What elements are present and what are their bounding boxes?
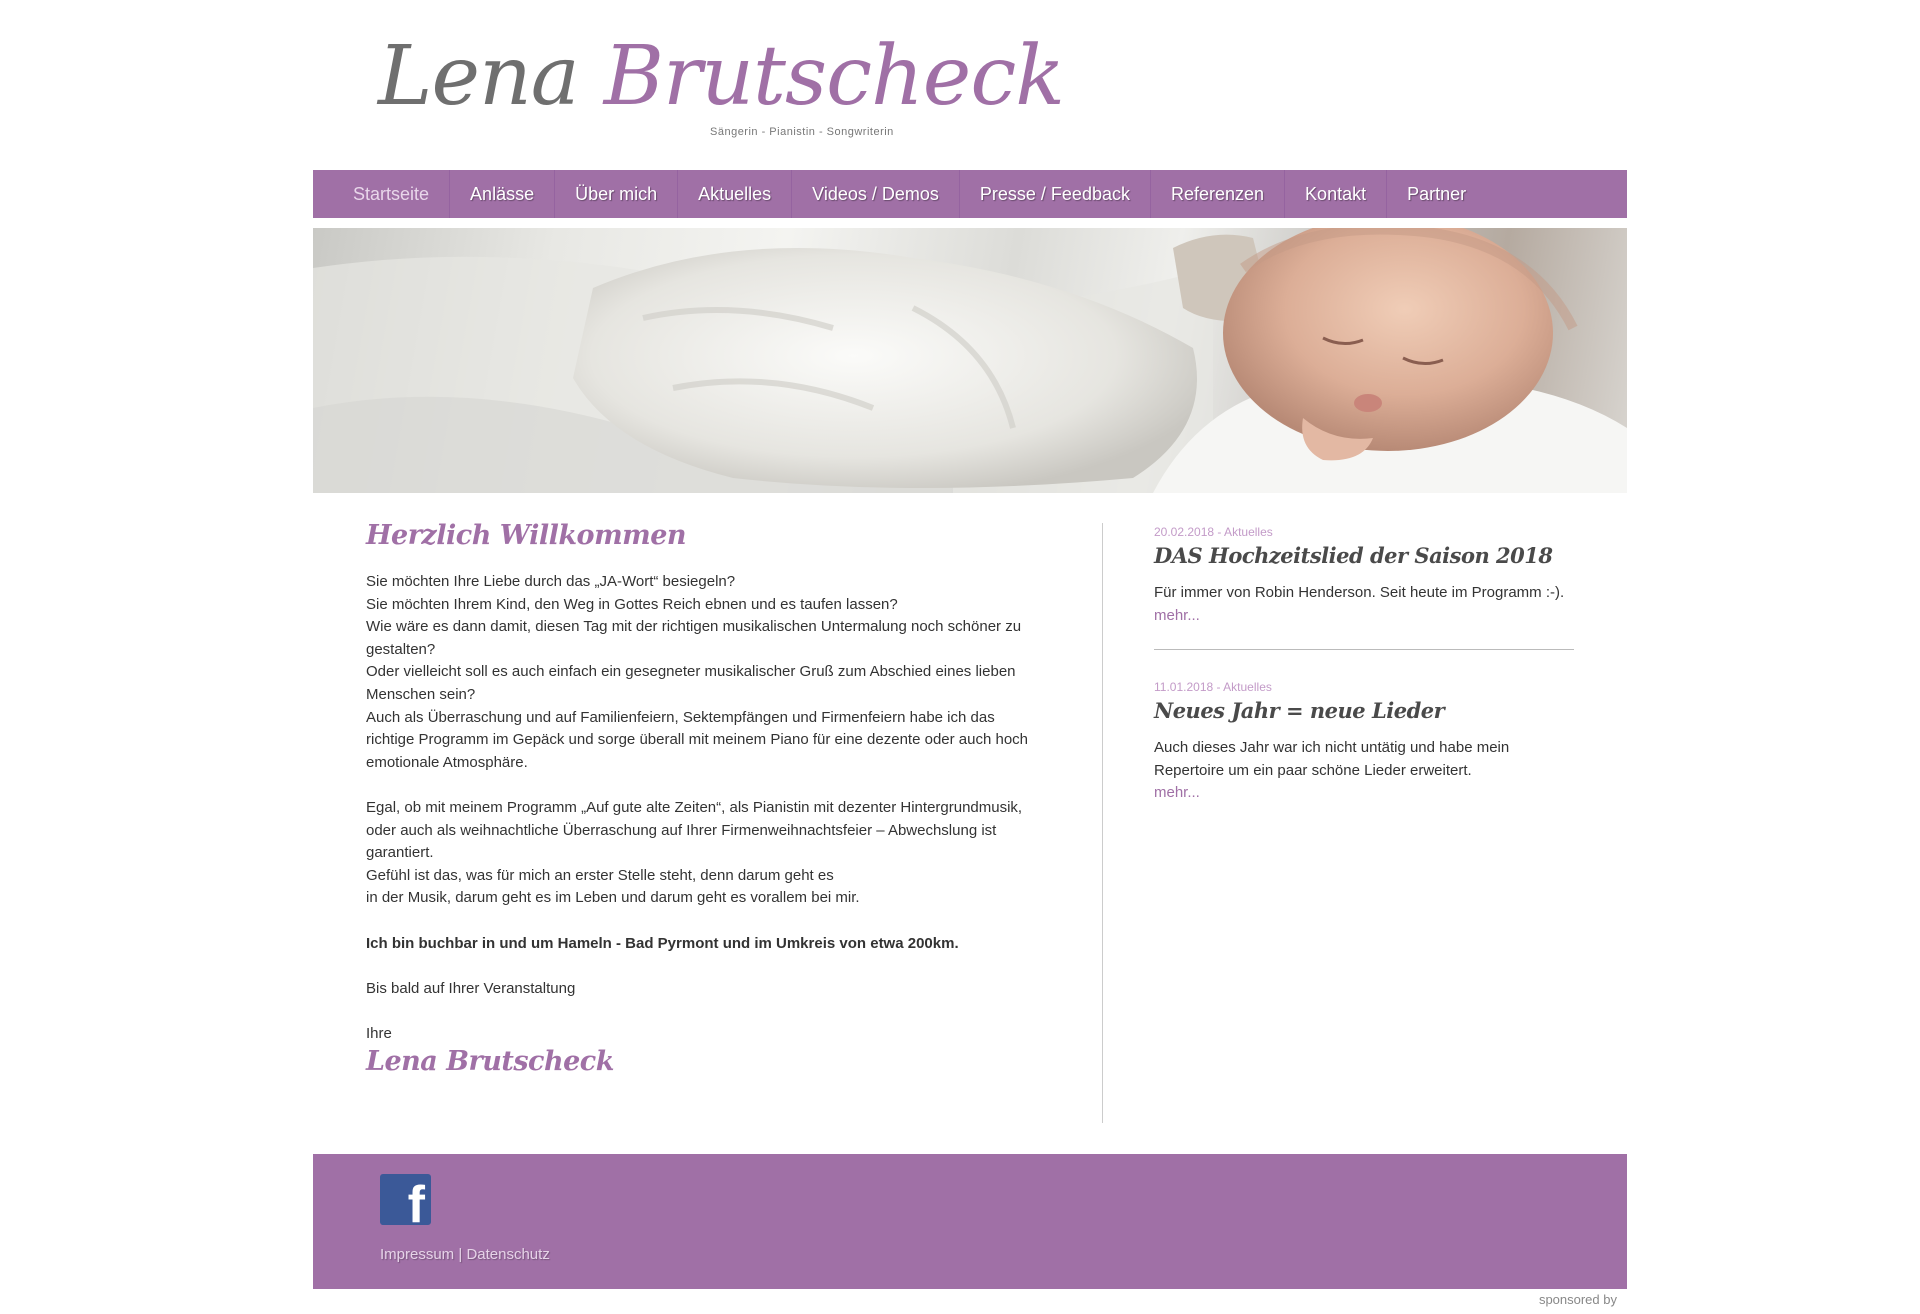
impressum-link[interactable]: Impressum (380, 1246, 455, 1263)
text-line: Auch als Überraschung und auf Familienfeiern, Sektempfängen und Firmenfeiern habe ich das richtige Programm im Gepäck und sorge überall mit meinem Piano für eine dezente oder auch hoch emotionale Atmosphäre. (366, 708, 1029, 771)
news-meta: 11.01.2018 - Aktuelles (1154, 680, 1272, 695)
text-line: Sie möchten Ihre Liebe durch das „JA-Wort“ besiegeln? (366, 573, 736, 590)
intro-paragraph (366, 571, 1046, 774)
logo-last-name: Brutscheck (603, 29, 1064, 124)
text-line: Egal, ob mit meinem Programm „Auf gute alte Zeiten“, als Pianistin mit dezenter Hintergrundmusik, oder auch als weihnachtliche Überraschung auf Ihrer Firmenweihnachtsfeier – Abwechslung ist garantiert. (366, 798, 1023, 862)
facebook-glyph: f (407, 1176, 425, 1234)
news-title[interactable]: Neues Jahr = neue Lieder (1154, 698, 1445, 724)
nav-item-anlaesse[interactable]: Anlässe (450, 170, 555, 218)
news-text: Für immer von Robin Henderson. Seit heute im Programm :-). (1154, 584, 1565, 601)
news-meta: 20.02.2018 - Aktuelles (1154, 525, 1273, 539)
signature-greeting: Ihre (366, 1024, 392, 1042)
site-logo[interactable] (378, 22, 1064, 152)
text-line: Sie möchten Ihrem Kind, den Weg in Gottes Reich ebnen und es taufen lassen? (366, 595, 898, 613)
news-item (1154, 525, 1574, 649)
nav-item-videos-demos[interactable]: Videos / Demos (792, 170, 960, 218)
news-more-link[interactable]: mehr... (1154, 606, 1200, 624)
logo-subtitle: Sängerin - Pianistin - Songwriterin (710, 126, 894, 138)
nav-item-partner[interactable]: Partner (1407, 184, 1467, 204)
news-item (1154, 649, 1574, 827)
footer-links (380, 1246, 550, 1263)
news-title[interactable]: DAS Hochzeitslied der Saison 2018 (1154, 543, 1553, 568)
sponsored-by: sponsored by (1538, 1292, 1617, 1307)
logo-name (378, 22, 1064, 132)
welcome-title: Herzlich Willkommen (366, 520, 687, 551)
signature-name: Lena Brutscheck (366, 1046, 614, 1078)
nav-item-startseite[interactable]: Startseite (333, 170, 450, 218)
datenschutz-link[interactable]: Datenschutz (466, 1246, 550, 1263)
welcome-section (366, 520, 1046, 1079)
page (313, 0, 1627, 1314)
booking-info: Ich bin buchbar in und um Hameln - Bad Pyrmont und im Umkreis von etwa 200km. (366, 934, 959, 952)
site-footer (313, 1154, 1627, 1289)
program-paragraph (366, 797, 1046, 910)
facebook-icon[interactable] (380, 1174, 431, 1234)
nav-item-ueber-mich[interactable]: Über mich (555, 170, 678, 218)
news-more-link[interactable]: mehr... (1154, 784, 1200, 802)
logo-first-name: Lena (378, 29, 579, 124)
news-text: Auch dieses Jahr war ich nicht untätig und habe mein Repertoire um ein paar schöne Lieder erweitert. (1154, 739, 1510, 779)
text-line: Oder vielleicht soll es auch einfach ein gesegneter musikalischer Gruß zum Abschied eines lieben Menschen sein? (366, 663, 1016, 703)
text-line: in der Musik, darum geht es im Leben und darum geht es vorallem bei mir. (366, 889, 860, 907)
main-nav (313, 170, 1627, 218)
nav-item-aktuelles[interactable]: Aktuelles (678, 170, 792, 218)
nav-item-presse-feedback[interactable]: Presse / Feedback (960, 170, 1151, 218)
footer-separator: | (458, 1246, 463, 1263)
hero-image (313, 228, 1627, 493)
sleeping-baby-illustration (313, 228, 1627, 493)
text-line: Wie wäre es dann damit, diesen Tag mit der richtigen musikalischen Untermalung noch schöner zu gestalten? (366, 618, 1022, 658)
text-line: Gefühl ist das, was für mich an erster Stelle steht, denn darum geht es (366, 866, 834, 884)
nav-item-referenzen[interactable]: Referenzen (1151, 170, 1285, 218)
closing-text: Bis bald auf Ihrer Veranstaltung (366, 979, 576, 997)
column-divider (1102, 523, 1103, 1123)
nav-item-kontakt[interactable]: Kontakt (1285, 170, 1387, 218)
news-sidebar (1154, 525, 1574, 827)
